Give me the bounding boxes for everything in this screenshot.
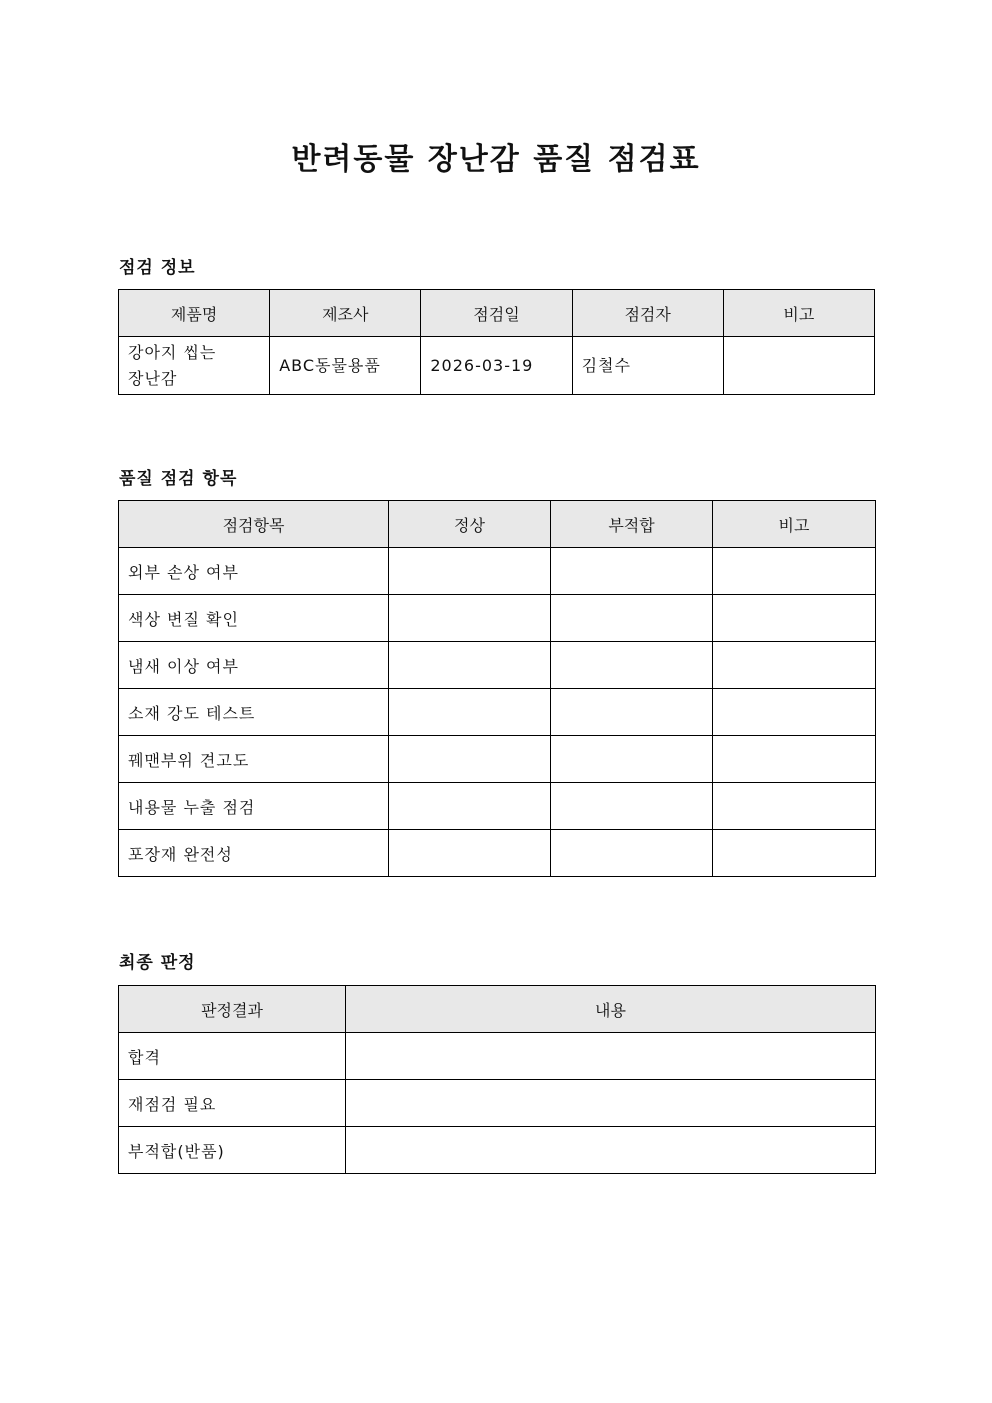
header-cell: 점검자	[572, 290, 723, 337]
item-label: 재점검 필요	[119, 1080, 346, 1127]
table-row	[119, 642, 876, 689]
entry-cell[interactable]	[713, 595, 876, 642]
table-row	[119, 783, 876, 830]
entry-cell[interactable]	[346, 1033, 876, 1080]
entry-cell[interactable]	[551, 595, 713, 642]
entry-cell[interactable]	[389, 548, 551, 595]
entry-cell[interactable]	[551, 548, 713, 595]
entry-cell[interactable]	[551, 642, 713, 689]
header-cell: 점검일	[421, 290, 572, 337]
table-row	[119, 595, 876, 642]
manufacturer-cell: ABC동물용품	[270, 337, 421, 395]
header-cell: 판정결과	[119, 986, 346, 1033]
entry-cell[interactable]	[389, 783, 551, 830]
header-cell: 부적합	[551, 501, 713, 548]
item-label: 냄새 이상 여부	[119, 642, 389, 689]
entry-cell[interactable]	[551, 689, 713, 736]
entry-cell[interactable]	[346, 1080, 876, 1127]
entry-cell[interactable]	[389, 830, 551, 877]
entry-cell[interactable]	[713, 548, 876, 595]
header-cell: 점검항목	[119, 501, 389, 548]
check-items-table	[118, 500, 876, 877]
section-heading-info: 점검 정보	[119, 258, 196, 278]
entry-cell[interactable]	[713, 689, 876, 736]
final-judgment-table	[118, 985, 876, 1174]
inspector-cell: 김철수	[572, 337, 723, 395]
table-row	[119, 1033, 876, 1080]
product-name-cell: 강아지 씹는 장난감	[119, 337, 270, 395]
item-label: 합격	[119, 1033, 346, 1080]
table-row	[119, 736, 876, 783]
item-label: 꿰맨부위 견고도	[119, 736, 389, 783]
item-label: 내용물 누출 점검	[119, 783, 389, 830]
table-row	[119, 337, 875, 395]
header-cell: 제조사	[270, 290, 421, 337]
entry-cell[interactable]	[551, 783, 713, 830]
entry-cell[interactable]	[346, 1127, 876, 1174]
table-row	[119, 548, 876, 595]
header-cell: 비고	[713, 501, 876, 548]
date-cell: 2026-03-19	[421, 337, 572, 395]
entry-cell[interactable]	[713, 830, 876, 877]
header-cell: 비고	[723, 290, 874, 337]
entry-cell[interactable]	[713, 783, 876, 830]
page-title: 반려동물 장난감 품질 점검표	[291, 142, 701, 177]
entry-cell[interactable]	[389, 689, 551, 736]
table-row	[119, 1127, 876, 1174]
table-row	[119, 689, 876, 736]
entry-cell[interactable]	[389, 736, 551, 783]
entry-cell[interactable]	[713, 736, 876, 783]
item-label: 소재 강도 테스트	[119, 689, 389, 736]
header-cell: 내용	[346, 986, 876, 1033]
item-label: 부적합(반품)	[119, 1127, 346, 1174]
info-table	[118, 289, 875, 395]
table-row	[119, 830, 876, 877]
section-heading-final: 최종 판정	[119, 953, 196, 973]
entry-cell[interactable]	[389, 642, 551, 689]
item-label: 포장재 완전성	[119, 830, 389, 877]
entry-cell[interactable]	[389, 595, 551, 642]
item-label: 외부 손상 여부	[119, 548, 389, 595]
item-label: 색상 변질 확인	[119, 595, 389, 642]
table-row	[119, 1080, 876, 1127]
entry-cell[interactable]	[713, 642, 876, 689]
section-heading-items: 품질 점검 항목	[119, 469, 238, 489]
entry-cell[interactable]	[551, 736, 713, 783]
header-cell: 정상	[389, 501, 551, 548]
header-cell: 제품명	[119, 290, 270, 337]
entry-cell[interactable]	[551, 830, 713, 877]
remarks-cell	[723, 337, 874, 395]
